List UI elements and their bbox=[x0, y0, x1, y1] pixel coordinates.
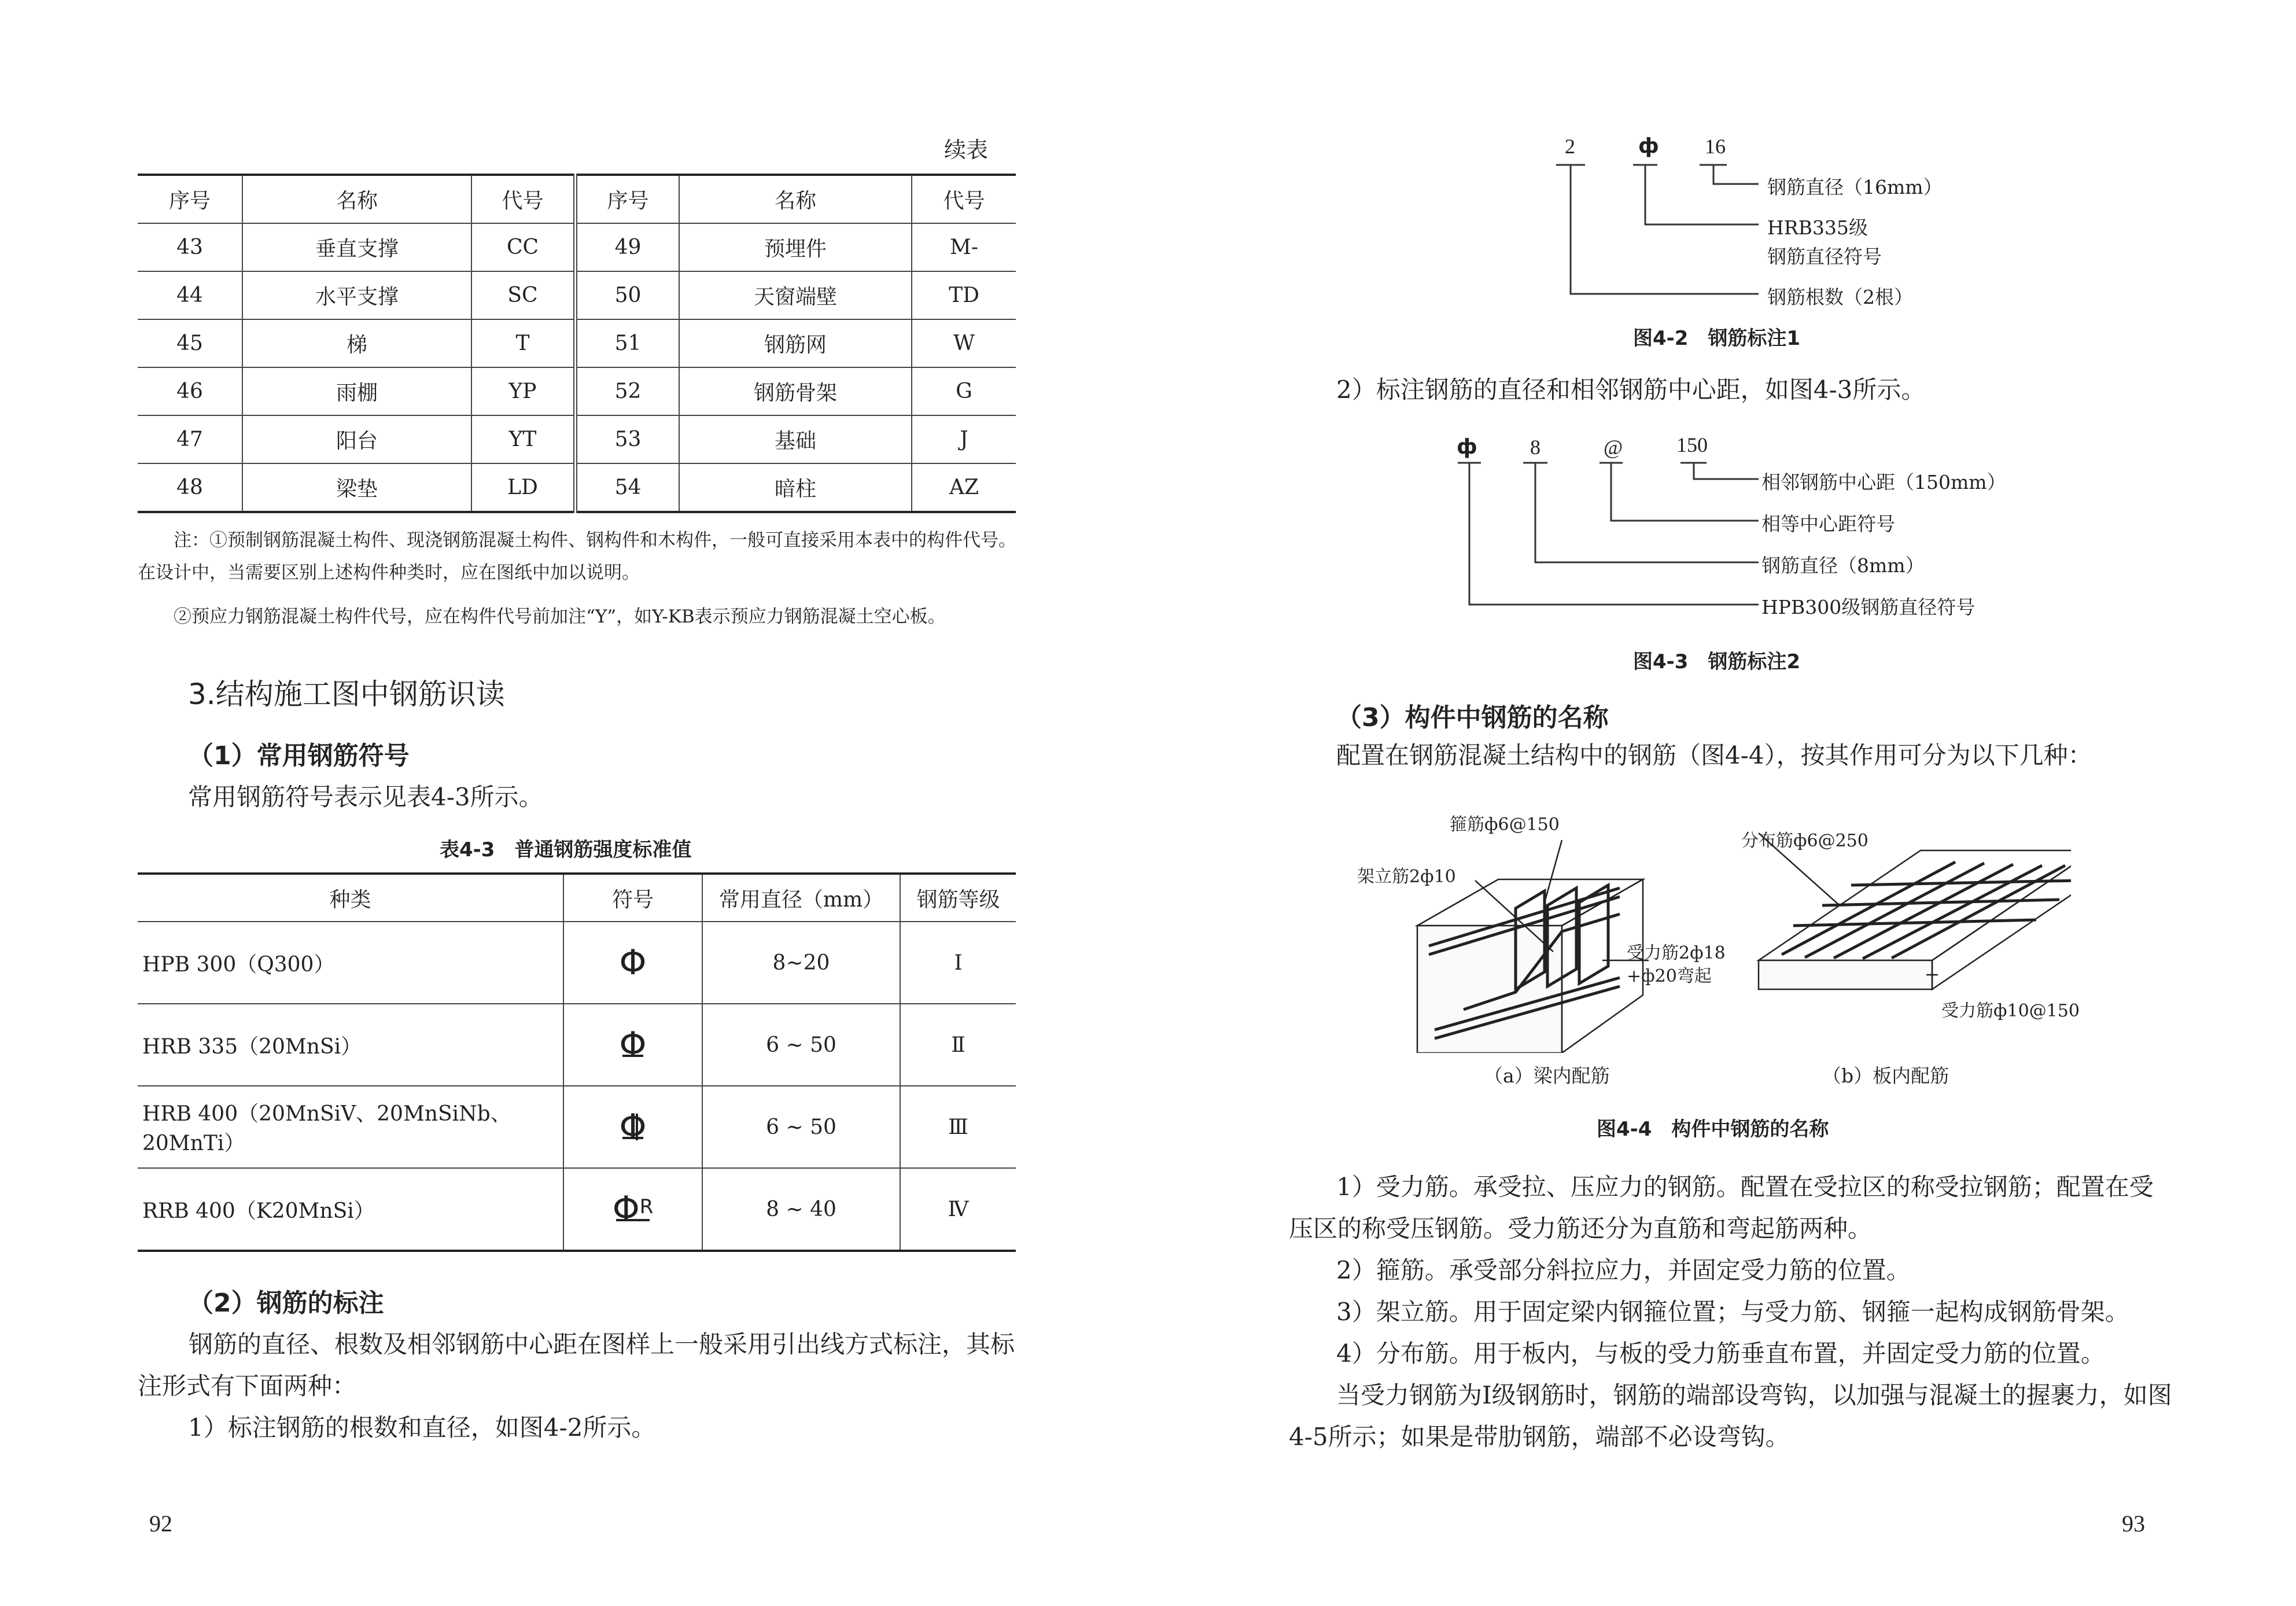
header-cell: 序号 bbox=[576, 175, 680, 223]
fig4-label: 架立筋2ф10 bbox=[1357, 867, 1456, 887]
cell: 51 bbox=[576, 319, 680, 367]
cell: 52 bbox=[576, 367, 680, 415]
phi-symbol: Φ bbox=[619, 942, 647, 983]
fig2-count-label: 2 bbox=[1565, 135, 1575, 158]
table-row bbox=[138, 922, 1016, 1004]
paragraph: 当受力钢筋为Ⅰ级钢筋时，钢筋的端部设弯钩，以加强与混凝土的握裹力，如图4-5所示；如果是带肋钢筋，端部不必设弯钩。 bbox=[1289, 1381, 2172, 1451]
rebar-symbol-cell bbox=[563, 1168, 702, 1251]
figure-4-2-diagram bbox=[1527, 133, 1990, 307]
cell: Ⅱ bbox=[900, 1004, 1016, 1086]
table-caption: 表4-3 普通钢筋强度标准值 bbox=[440, 838, 692, 861]
table-note-1: 注：①预制钢筋混凝土构件、现浇钢筋混凝土构件、钢构件和木构件，一般可直接采用本表中的构件代号。在设计中，当需要区别上述构件种类时，应在图纸中加以说明。 bbox=[138, 530, 1016, 583]
rebar-strength-table bbox=[138, 872, 1016, 1252]
fig2-phi-label: ф bbox=[1638, 134, 1659, 158]
cell: HRB 335（20MnSi） bbox=[138, 1004, 563, 1086]
cell: HPB 300（Q300） bbox=[138, 922, 563, 1004]
subsection-heading: （2）钢筋的标注 bbox=[188, 1288, 384, 1318]
header-cell: 名称 bbox=[679, 175, 912, 223]
cell: 43 bbox=[138, 223, 242, 271]
paragraph: 3）架立筋。用于固定梁内钢箍位置；与受力筋、钢箍一起构成钢筋骨架。 bbox=[1336, 1298, 2129, 1326]
cell: 8~20 bbox=[702, 922, 900, 1004]
cell: 54 bbox=[576, 463, 680, 512]
fig3-leader-label: 相邻钢筋中心距（150mm） bbox=[1761, 471, 2006, 493]
cell: 6 ~ 50 bbox=[702, 1086, 900, 1168]
header-cell: 常用直径（mm） bbox=[702, 874, 900, 922]
cell: 50 bbox=[576, 271, 680, 319]
table-header-row bbox=[138, 874, 1016, 922]
table-header-row bbox=[138, 175, 1016, 223]
fig3-leader-label: 相等中心距符号 bbox=[1761, 513, 1895, 535]
paragraph: 1）受力筋。承受拉、压应力的钢筋。配置在受拉区的称受拉钢筋；配置在受压区的称受压钢筋。受力筋还分为直筋和弯起筋两种。 bbox=[1289, 1173, 2154, 1243]
fig4-subcaption: （a）梁内配筋 bbox=[1484, 1064, 1610, 1087]
header-cell: 钢筋等级 bbox=[900, 874, 1016, 922]
cell: TD bbox=[912, 271, 1016, 319]
figure-caption: 图4-2 钢筋标注1 bbox=[1633, 327, 1801, 350]
fig2-leader-label: 钢筋直径符号 bbox=[1767, 245, 1882, 268]
cell: 梁垫 bbox=[242, 463, 471, 512]
phi-symbol: Φ bbox=[619, 1025, 647, 1065]
cell: M- bbox=[912, 223, 1016, 271]
table-row bbox=[138, 415, 1016, 463]
cell: 46 bbox=[138, 367, 242, 415]
cell: 8 ~ 40 bbox=[702, 1168, 900, 1251]
slab-drawing bbox=[1759, 833, 2071, 989]
figure-caption: 图4-4 构件中钢筋的名称 bbox=[1597, 1118, 1829, 1141]
cell: 48 bbox=[138, 463, 242, 512]
header-cell: 符号 bbox=[563, 874, 702, 922]
cell: T bbox=[471, 319, 576, 367]
cell: LD bbox=[471, 463, 576, 512]
component-code-table bbox=[138, 174, 1016, 513]
rebar-symbol-cell bbox=[563, 1004, 702, 1086]
figure-caption: 图4-3 钢筋标注2 bbox=[1633, 650, 1801, 673]
fig3-phi-label: ф bbox=[1457, 435, 1477, 459]
cell: 垂直支撑 bbox=[242, 223, 471, 271]
cell: J bbox=[912, 415, 1016, 463]
paragraph: 常用钢筋符号表示见表4-3所示。 bbox=[188, 783, 543, 811]
cell: HRB 400（20MnSiV、20MnSiNb、20MnTi） bbox=[138, 1086, 563, 1168]
rebar-symbol-cell bbox=[563, 1086, 702, 1168]
cell: 水平支撑 bbox=[242, 271, 471, 319]
fig2-leader-label: HRB335级 bbox=[1767, 216, 1868, 239]
table-row bbox=[138, 223, 1016, 271]
cell: 47 bbox=[138, 415, 242, 463]
header-cell: 种类 bbox=[138, 874, 563, 922]
cell: 天窗端壁 bbox=[679, 271, 912, 319]
section-title: 3.结构施工图中钢筋识读 bbox=[188, 677, 505, 711]
table-row bbox=[138, 319, 1016, 367]
fig3-leader-label: HPB300级钢筋直径符号 bbox=[1761, 596, 1976, 618]
paragraph: 钢筋的直径、根数及相邻钢筋中心距在图样上一般采用引出线方式标注，其标注形式有下面两种： bbox=[138, 1330, 1015, 1400]
fig4-label: 受力筋ф10@150 bbox=[1941, 1001, 2080, 1021]
cell: 阳台 bbox=[242, 415, 471, 463]
header-cell: 代号 bbox=[471, 175, 576, 223]
table-row bbox=[138, 367, 1016, 415]
fig4-label: 箍筋ф6@150 bbox=[1450, 815, 1560, 835]
continued-label: 续表 bbox=[944, 138, 989, 163]
cell: 雨棚 bbox=[242, 367, 471, 415]
cell: 44 bbox=[138, 271, 242, 319]
cell: 暗柱 bbox=[679, 463, 912, 512]
cell: Ⅲ bbox=[900, 1086, 1016, 1168]
fig2-diameter-label: 16 bbox=[1705, 135, 1726, 158]
phi-symbol: Φ bbox=[619, 1107, 647, 1147]
fig4-label: 分布筋ф6@250 bbox=[1741, 831, 1869, 851]
header-cell: 代号 bbox=[912, 175, 1016, 223]
cell: 45 bbox=[138, 319, 242, 367]
paragraph: 4）分布筋。用于板内，与板的受力筋垂直布置，并固定受力筋的位置。 bbox=[1336, 1339, 2105, 1368]
cell: 钢筋网 bbox=[679, 319, 912, 367]
cell: 预埋件 bbox=[679, 223, 912, 271]
cell: 49 bbox=[576, 223, 680, 271]
paragraph: 2）标注钢筋的直径和相邻钢筋中心距，如图4-3所示。 bbox=[1336, 375, 1926, 404]
cell: 53 bbox=[576, 415, 680, 463]
table-note-2: ②预应力钢筋混凝土构件代号，应在构件代号前加注“Y”，如Y-KB表示预应力钢筋混凝土空心板。 bbox=[174, 606, 946, 627]
cell: W bbox=[912, 319, 1016, 367]
paragraph: 2）箍筋。承受部分斜拉应力，并固定受力筋的位置。 bbox=[1336, 1256, 1911, 1284]
cell: CC bbox=[471, 223, 576, 271]
cell: RRB 400（K20MnSi） bbox=[138, 1168, 563, 1251]
fig3-spacing-label: 150 bbox=[1676, 433, 1708, 456]
cell: 6 ~ 50 bbox=[702, 1004, 900, 1086]
fig3-diameter-label: 8 bbox=[1530, 436, 1541, 459]
cell: 梯 bbox=[242, 319, 471, 367]
subsection-heading: （1）常用钢筋符号 bbox=[188, 741, 410, 771]
table-row bbox=[138, 271, 1016, 319]
cell: YT bbox=[471, 415, 576, 463]
fig3-at-label: @ bbox=[1604, 436, 1623, 459]
figure-4-3-diagram bbox=[1446, 440, 1770, 613]
subsection-heading: （3）构件中钢筋的名称 bbox=[1336, 703, 1609, 732]
cell: 钢筋骨架 bbox=[679, 367, 912, 415]
fig4-label: +ф20弯起 bbox=[1627, 966, 1712, 986]
header-cell: 序号 bbox=[138, 175, 242, 223]
cell: AZ bbox=[912, 463, 1016, 512]
phi-symbol: Φ $^R$ bbox=[612, 1189, 654, 1229]
cell: G bbox=[912, 367, 1016, 415]
header-cell: 名称 bbox=[242, 175, 471, 223]
table-row bbox=[138, 1086, 1016, 1168]
cell: 基础 bbox=[679, 415, 912, 463]
page-number: 92 bbox=[149, 1511, 172, 1537]
cell: Ⅳ bbox=[900, 1168, 1016, 1251]
paragraph: 配置在钢筋混凝土结构中的钢筋（图4-4），按其作用可分为以下几种： bbox=[1336, 741, 2092, 769]
rebar-symbol-cell bbox=[563, 922, 702, 1004]
fig2-leader-label: 钢筋直径（16mm） bbox=[1767, 176, 1943, 198]
table-row bbox=[138, 463, 1016, 512]
cell: SC bbox=[471, 271, 576, 319]
cell: Ⅰ bbox=[900, 922, 1016, 1004]
fig3-leader-label: 钢筋直径（8mm） bbox=[1761, 554, 1925, 577]
cell: YP bbox=[471, 367, 576, 415]
fig4-label: 受力筋2ф18 bbox=[1627, 943, 1726, 963]
table-row bbox=[138, 1168, 1016, 1251]
table-row bbox=[138, 1004, 1016, 1086]
fig2-leader-label: 钢筋根数（2根） bbox=[1767, 286, 1913, 308]
page-number: 93 bbox=[2122, 1511, 2145, 1537]
fig4-subcaption: （b）板内配筋 bbox=[1822, 1064, 1949, 1087]
paragraph: 1）标注钢筋的根数和直径，如图4-2所示。 bbox=[188, 1413, 656, 1442]
